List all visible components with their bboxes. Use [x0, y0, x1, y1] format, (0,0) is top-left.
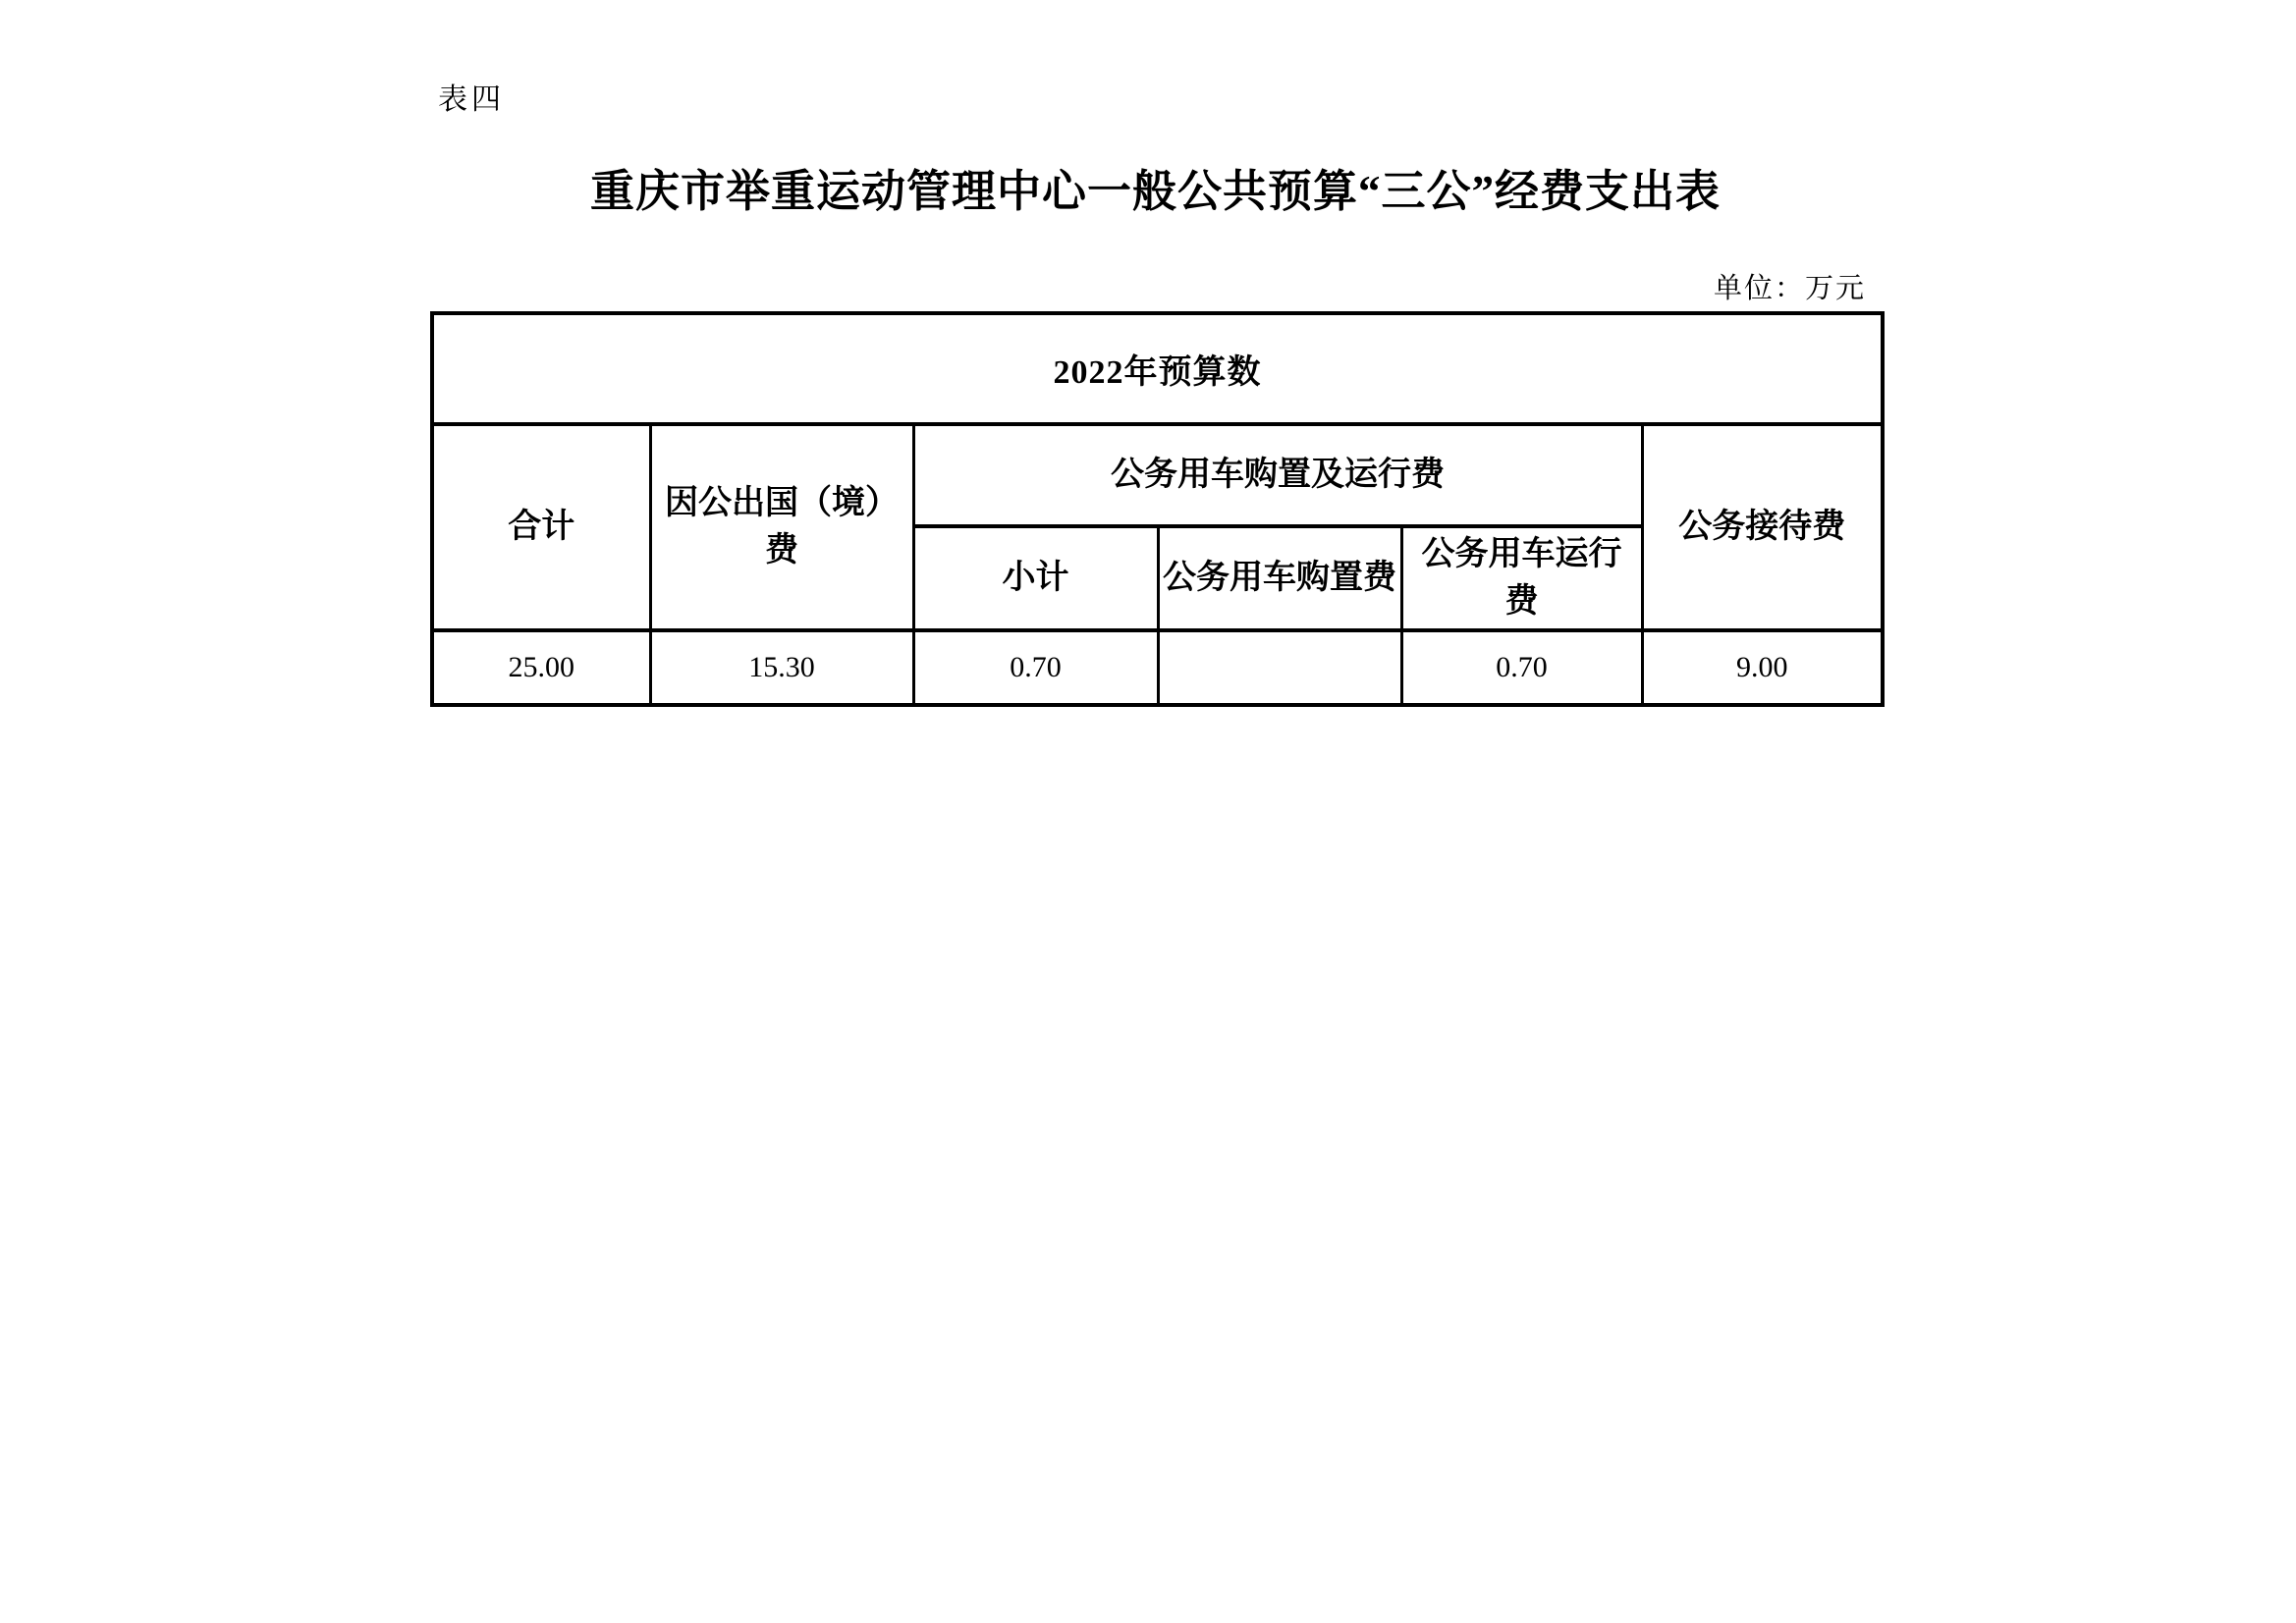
- table-row-values: [432, 630, 1883, 705]
- header-abroad-expense: [650, 424, 913, 630]
- value-vehicle-operation: 0.70: [1401, 630, 1642, 705]
- header-vehicle-operation-label: 公务用车运行费: [1421, 535, 1622, 620]
- table-number-label: 表四: [438, 83, 505, 116]
- header-vehicle-subtotal: 小计: [913, 526, 1158, 630]
- value-total: 25.00: [432, 630, 650, 705]
- value-abroad-expense: 15.30: [650, 630, 913, 705]
- table-row-year: [432, 313, 1883, 424]
- header-abroad-expense-label: 因公出国（境）费: [665, 484, 899, 568]
- table-row-header: [432, 424, 1883, 526]
- header-year: 2022年预算数: [432, 313, 1883, 424]
- budget-table: [430, 311, 1885, 707]
- header-vehicle-purchase: 公务用车购置费: [1158, 526, 1401, 630]
- page-title: 重庆市举重运动管理中心一般公共预算“三公”经费支出表: [589, 167, 1721, 216]
- value-vehicle-purchase: [1158, 630, 1401, 705]
- header-vehicle-group: 公务用车购置及运行费: [913, 424, 1642, 526]
- unit-note: 单位：万元: [1713, 273, 1866, 304]
- header-vehicle-operation: [1401, 526, 1642, 630]
- value-reception-expense: 9.00: [1642, 630, 1883, 705]
- value-vehicle-subtotal: 0.70: [913, 630, 1158, 705]
- header-reception-expense: 公务接待费: [1642, 424, 1883, 630]
- header-total: 合计: [432, 424, 650, 630]
